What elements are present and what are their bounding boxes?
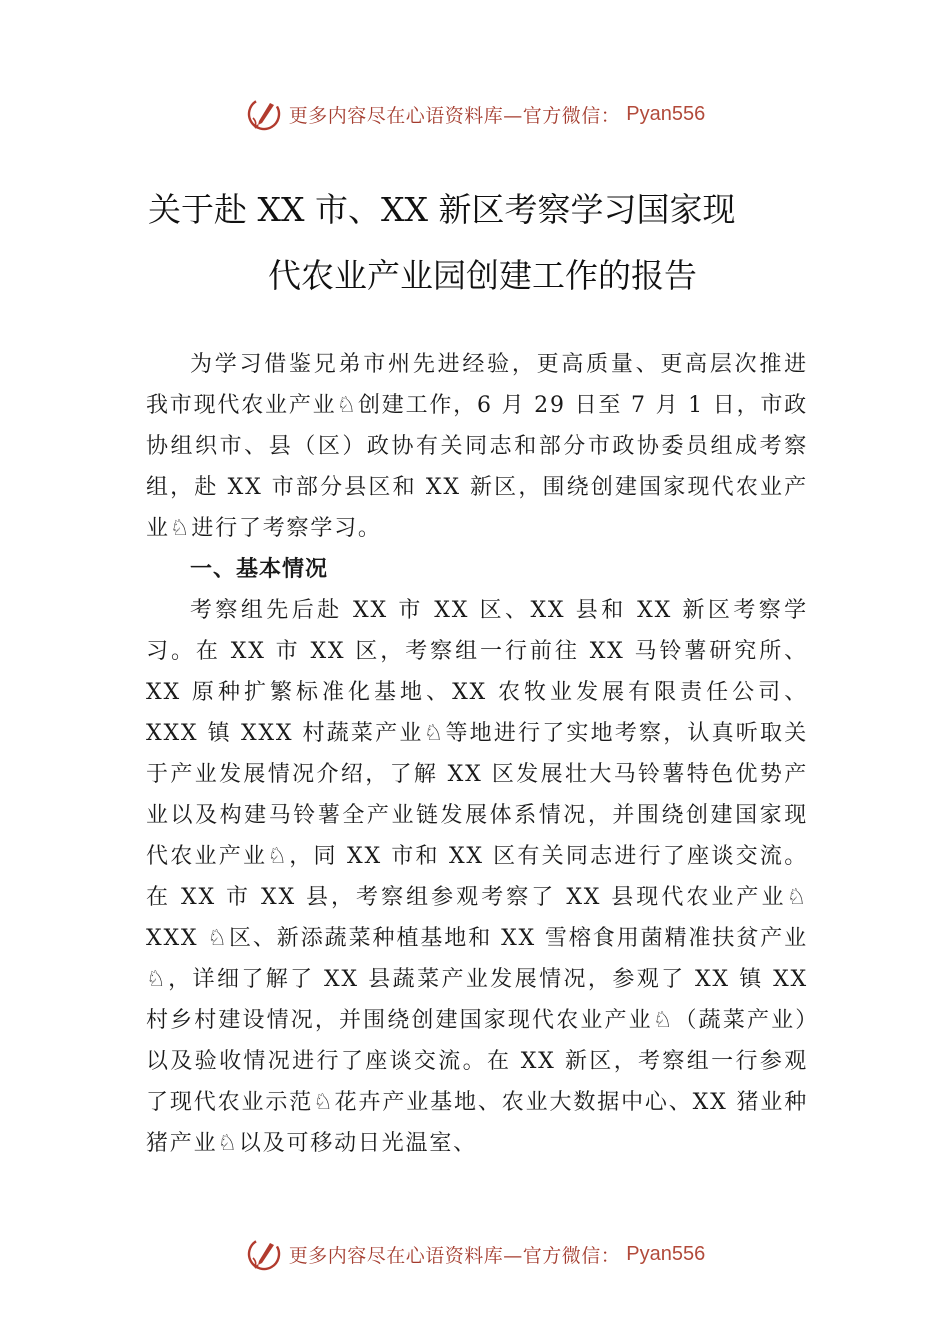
watermark-banner-bottom [0,1234,950,1274]
watermark-label: 更多内容尽在心语资料库—官方微信： [288,104,621,127]
title-line-2: 代农业产业园创建工作的报告 [268,256,697,295]
section-paragraph: 考察组先后赴 XX 市 XX 区、XX 县和 XX 新区考察学习。在 XX 市 XX 区，考察组一行前往 XX 马铃薯研究所、XX 原种扩繁标准化基地、XX 农牧业发展有限责任公司、XXX 镇 XXX 村蔬菜产业♘等地进行了实地考察，认真听取关于产业发展情况介绍，了解 XX 区发展壮大马铃薯特色优势产业以及构建马铃薯全产业链发展体系情况，并围绕创建国家现代农业产业♘，同 XX 市和 XX 区有关同志进行了座谈交流。在 XX 市 XX 县，考察组参观考察了 XX 县现代农业产业♘ XXX ♘区、新添蔬菜种植基地和 XX 雪榕食用菌精准扶贫产业♘，详细了解了 XX 县蔬菜产业发展情况，参观了 XX 镇 XX 村乡村建设情况，并围绕创建国家现代农业产业♘（蔬菜产业）以及验收情况进行了座谈交流。在 XX 新区，考察组一行参观了现代农业示范♘花卉产业基地、农业大数据中心、XX 猪业种猪产业♘以及可移动日光温室、 [146,598,808,1156]
watermark-label: 更多内容尽在心语资料库—官方微信： [288,1244,621,1267]
quill-logo-icon [245,95,283,133]
section-heading-basic-situation: 一、基本情况 [190,557,329,582]
watermark-wechat-id: Pyan556 [626,1242,706,1265]
watermark-wechat-id: Pyan556 [626,102,706,125]
intro-paragraph: 为学习借鉴兄弟市州先进经验，更高质量、更高层次推进我市现代农业产业♘创建工作，6 月 29 日至 7 月 1 日，市政协组织市、县（区）政协有关同志和部分市政协委员组成考察组，赴 XX 市部分县区和 XX 新区，围绕创建国家现代农业产业♘进行了考察学习。 [146,352,808,541]
watermark-banner-top [0,94,950,134]
document-body [146,344,808,1164]
quill-logo-icon [245,1235,283,1273]
title-line-1: 关于赴 XX 市、XX 新区考察学习国家现 [148,190,736,229]
